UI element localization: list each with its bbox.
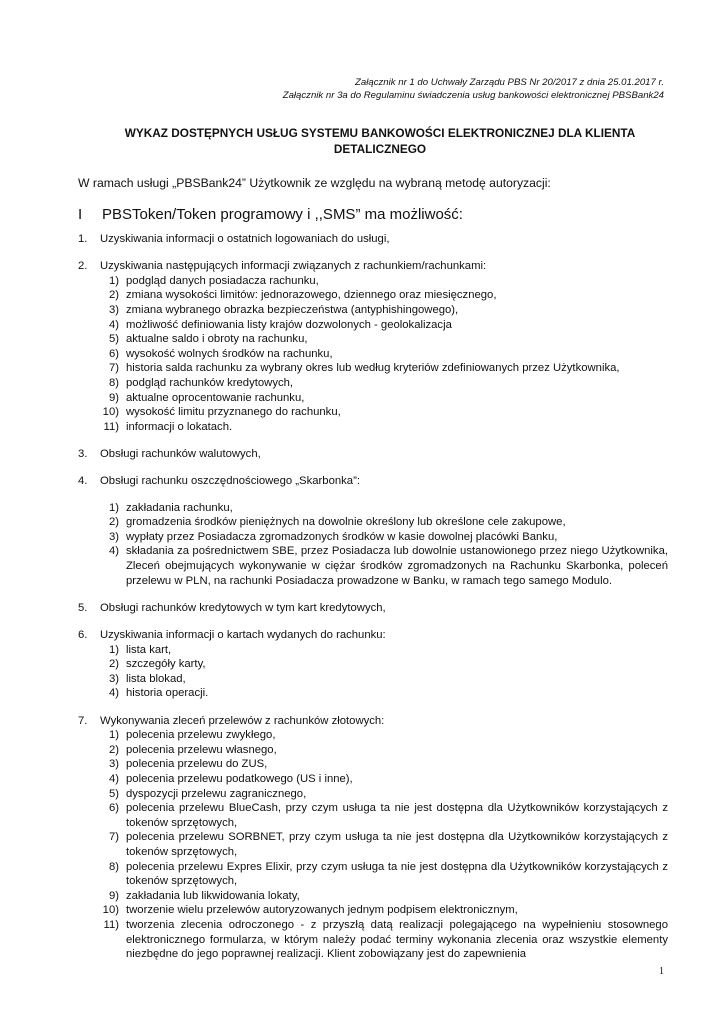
sublist-item [100, 787, 668, 802]
sublist-item [100, 728, 668, 743]
list-item-number: 3. [78, 447, 88, 460]
list-item-text: Obsługi rachunków walutowych, [100, 447, 261, 460]
sublist-item [100, 376, 668, 391]
sublist-item-text: polecenia przelewu własnego, [126, 743, 277, 756]
sublist-item-text: wypłaty przez Posiadacza zgromadzonych środków w kasie dowolnej placówki Banku, [126, 530, 558, 543]
sublist-item [100, 318, 668, 333]
sublist-item-text: zmiana wybranego obrazka bezpieczeństwa (antyphishingowego), [126, 303, 459, 316]
sublist-item [100, 405, 668, 420]
sublist-item [100, 772, 668, 787]
list-item-text: Obsługi rachunku oszczędnościowego „Skarbonka”: [100, 475, 360, 488]
sublist-item-number: 2) [108, 658, 119, 671]
sublist-item-text: składania za pośrednictwem SBE, przez Posiadacza lub dowolnie ustanowionego przez niego Użytkownika, Zleceń obejmujących wykonywanie w ciężar środków zgromadzonych na Rachunku Skarbonka, poleceń przelewu w PLN, na rachunki Posiadacza prowadzone w Banku, w ramach tego samego Modulo. [126, 545, 668, 587]
section-heading [78, 206, 463, 223]
sublist-item [100, 544, 668, 588]
sublist-item-number: 8) [108, 860, 119, 873]
sublist-item [100, 889, 668, 904]
sublist-item-text: historia salda rachunku za wybrany okres lub według kryteriów zdefiniowanych przez Użytkownika, [126, 362, 620, 375]
sublist-item-number: 9) [108, 889, 119, 902]
sublist-item-text: aktualne oprocentowanie rachunku, [126, 391, 305, 404]
sublist-item [100, 830, 668, 859]
list-item [78, 232, 668, 247]
sublist-item-text: polecenia przelewu zwykłego, [126, 729, 276, 742]
list-item-text: Wykonywania zleceń przelewów z rachunków złotowych: [100, 714, 385, 727]
sublist-item-number: 2) [108, 289, 119, 302]
sublist-item-text: wysokość wolnych środków na rachunku, [126, 347, 333, 360]
sublist-item-number: 4) [108, 687, 119, 700]
sublist-item-text: gromadzenia środków pieniężnych na dowolnie określony lub określone cele zakupowe, [126, 516, 566, 529]
sublist-item-number: 3) [108, 530, 119, 543]
sublist-item-text: polecenia przelewu do ZUS, [126, 758, 268, 771]
page-number: 1 [659, 966, 664, 977]
sublist-item [100, 420, 668, 435]
sublist-item-text: tworzenia zlecenia odroczonego - z przyszłą datą realizacji polegającego na wypełnieniu stosownego elektronicznego formularza, w którym należy podać terminy wykonania zlecenia oraz wszystkie elementy niezbędne do jego poprawnej realizacji. Klient zobowiązany jest do zapewnienia [126, 918, 668, 961]
sublist-item-number: 8) [108, 376, 119, 389]
list-item-number: 4. [78, 475, 88, 488]
sublist-item-text: szczegóły karty, [126, 658, 206, 671]
list-item-text: Uzyskiwania informacji o ostatnich logowaniach do usługi, [100, 233, 390, 245]
sublist-item-number: 4) [108, 545, 119, 558]
attachment-header-line-2: Załącznik nr 3a do Regulaminu świadczenia usług bankowości elektronicznej PBSBank24 [282, 90, 664, 101]
sublist [100, 728, 668, 962]
sublist [100, 501, 668, 589]
sublist-item-text: podgląd danych posiadacza rachunku, [126, 274, 319, 287]
sublist-item-number: 5) [108, 333, 119, 346]
sublist-item-text: lista blokad, [126, 672, 186, 685]
sublist-item-text: możliwość definiowania listy krajów dozwolonych - geolokalizacja [126, 318, 452, 331]
sublist-item [100, 288, 668, 303]
sublist-item-number: 3) [108, 758, 119, 771]
attachment-header [104, 76, 664, 102]
sublist-item-number: 11) [103, 918, 119, 931]
document-title [100, 125, 660, 157]
list-item-number: 5. [78, 601, 88, 614]
sublist-item [100, 303, 668, 318]
list-item [78, 714, 668, 962]
document-title-line-1: WYKAZ DOSTĘPNYCH USŁUG SYSTEMU BANKOWOŚCI ELEKTRONICZNEJ DLA KLIENTA [124, 126, 636, 140]
list-item [78, 628, 668, 701]
sublist-item-number: 10) [102, 406, 119, 419]
sublist-item-number: 7) [108, 831, 119, 844]
sublist-item [100, 686, 668, 701]
services-list [78, 232, 668, 962]
list-item [78, 601, 668, 616]
sublist-item-number: 3) [108, 303, 119, 316]
sublist-item-number: 3) [108, 672, 119, 685]
section-roman-numeral: I [78, 206, 83, 223]
sublist-item-text: zmiana wysokości limitów: jednorazowego, dziennego oraz miesięcznego, [126, 289, 497, 302]
sublist-item [100, 657, 668, 672]
section-heading-text: PBSToken/Token programowy i ,,SMS” ma możliwość: [102, 206, 463, 223]
sublist-item-text: zakładania rachunku, [126, 501, 233, 514]
sublist-item-number: 4) [108, 772, 119, 785]
sublist-item-number: 4) [108, 318, 119, 331]
sublist-item-number: 2) [108, 743, 119, 756]
sublist-item [100, 347, 668, 362]
sublist-item [100, 743, 668, 758]
sublist-item-text: informacji o lokatach. [126, 420, 233, 433]
sublist-item-number: 5) [108, 787, 119, 800]
list-item [78, 474, 668, 588]
sublist-item [100, 530, 668, 545]
sublist-item [100, 903, 668, 918]
sublist-item [100, 757, 668, 772]
sublist-item-number: 9) [108, 391, 119, 404]
sublist-item-text: podgląd rachunków kredytowych, [126, 376, 294, 389]
sublist-item-number: 1) [108, 274, 119, 287]
sublist-item-text: zakładania lub likwidowania lokaty, [126, 889, 300, 902]
sublist-item-number: 11) [103, 420, 119, 433]
sublist-item-number: 1) [108, 729, 119, 742]
document-title-line-2: DETALICZNEGO [333, 142, 427, 156]
sublist-item-text: polecenia przelewu Expres Elixir, przy czym usługa ta nie jest dostępna dla Użytkowników korzystających z tokenów sprzętowych, [126, 860, 668, 888]
list-item [78, 447, 668, 462]
intro-paragraph: W ramach usługi „PBSBank24” Użytkownik ze względu na wybraną metodę autoryzacji: [78, 176, 551, 190]
list-item-text: Uzyskiwania informacji o kartach wydanych do rachunku: [100, 629, 386, 642]
sublist-item-text: polecenia przelewu podatkowego (US i inne), [126, 772, 353, 785]
sublist-item [100, 274, 668, 289]
sublist-item-number: 1) [108, 501, 119, 514]
sublist-item [100, 515, 668, 530]
sublist-item [100, 672, 668, 687]
list-item-number: 6. [78, 629, 88, 642]
attachment-header-line-1: Załącznik nr 1 do Uchwały Zarządu PBS Nr 20/2017 z dnia 25.01.2017 r. [355, 77, 664, 88]
sublist [100, 274, 668, 435]
sublist-item-text: lista kart, [126, 643, 172, 656]
list-item-text: Uzyskiwania następujących informacji związanych z rachunkiem/rachunkami: [100, 260, 487, 273]
sublist [100, 643, 668, 701]
list-item-number: 2. [78, 260, 88, 273]
sublist-item [100, 801, 668, 830]
sublist-item [100, 643, 668, 658]
sublist-item-text: wysokość limitu przyznanego do rachunku, [126, 406, 341, 419]
sublist-item [100, 391, 668, 406]
sublist-item [100, 332, 668, 347]
sublist-item-text: tworzenie wielu przelewów autoryzowanych jednym podpisem elektronicznym, [126, 904, 518, 917]
list-item-number: 7. [78, 714, 88, 727]
sublist-item-number: 6) [108, 347, 119, 360]
sublist-item [100, 501, 668, 516]
sublist-item-number: 10) [102, 904, 119, 917]
sublist-item [100, 860, 668, 889]
list-item-text: Obsługi rachunków kredytowych w tym kart kredytowych, [100, 601, 386, 614]
sublist-item-number: 7) [108, 362, 119, 375]
sublist-item-number: 2) [108, 516, 119, 529]
sublist-item-text: dyspozycji przelewu zagranicznego, [126, 787, 307, 800]
sublist-item-number: 6) [108, 802, 119, 815]
sublist-item-text: aktualne saldo i obroty na rachunku, [126, 333, 308, 346]
sublist-item-text: polecenia przelewu SORBNET, przy czym usługa ta nie jest dostępna dla Użytkowników korzystających z tokenów sprzętowych, [126, 831, 668, 858]
sublist-item-text: polecenia przelewu BlueCash, przy czym usługa ta nie jest dostępna dla Użytkowników korzystających z tokenów sprzętowych, [126, 802, 668, 829]
sublist-item [100, 361, 668, 376]
sublist-item-text: historia operacji. [126, 687, 209, 700]
list-item-number: 1. [78, 233, 88, 245]
list-item [78, 259, 668, 434]
sublist-item [100, 918, 668, 962]
sublist-item-number: 1) [108, 643, 119, 656]
